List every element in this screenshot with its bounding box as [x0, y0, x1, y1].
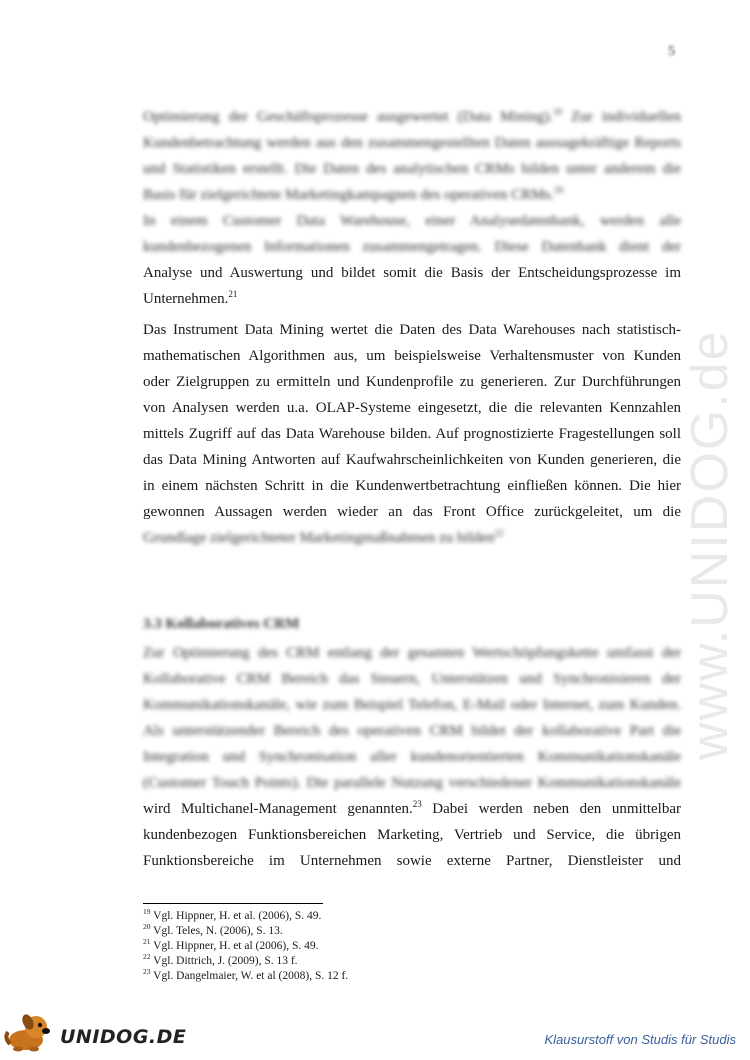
- text-line: mittels Zugriff auf das Data Warehouse bilden. Auf prognostizierte Fragestellungen soll: [143, 426, 681, 442]
- text-line: Als unterstützender Bereich des operativen CRM bildet der kollaborative Part die: [143, 723, 681, 739]
- text-line: in einem nächsten Schritt in die Kundenwertbetrachtung einfließen können. Die hier: [143, 478, 681, 494]
- text-line: Analyse und Auswertung und bildet somit die Basis der Entscheidungsprozesse im: [143, 265, 681, 281]
- footnote: $^{22}$ Vgl. Dittrich, J. (2009), S. 13 f.: [143, 952, 298, 967]
- dog-mascot-icon: [4, 1012, 60, 1052]
- footnote: $^{20}$ Vgl. Teles, N. (2006), S. 13.: [143, 922, 283, 937]
- footnote: $^{23}$ Vgl. Dangelmaier, W. et al (2008), S. 12 f.: [143, 967, 349, 982]
- unidog-logo: [4, 1012, 204, 1052]
- logo-text: UNIDOG.DE: [60, 1026, 187, 1048]
- text-line: Integration und Synchronisation aller kundenorientierten Kommunikationskanäle: [143, 749, 681, 765]
- footnotes: [143, 909, 348, 984]
- text-line: Optimierung der Geschäftsprozesse ausgewertet (Data Mining).$^{19}$ Zur individuellen: [143, 107, 682, 125]
- text-line: Zur Optimierung des CRM entlang der gesamten Wertschöpfungskette umfasst der: [143, 645, 681, 661]
- text-line: kundenbezogenen Informationen zusammengetragen. Diese Datenbank dient der: [143, 239, 681, 255]
- paragraph-2: [143, 317, 681, 551]
- text-line: Kundenbetrachtung werden aus den zusammengestellten Daten aussagekräftige Reports: [143, 135, 681, 151]
- text-line: mathematischen Algorithmen aus, um beispielsweise Verhaltensmuster von Kunden: [143, 348, 681, 364]
- text-line: Kollaborative CRM Bereich das Steuern, Unterstützen und Synchronisieren der: [143, 671, 681, 687]
- paragraph-1: [143, 104, 681, 312]
- text-line: kundenbezogen Funktionsbereichen Marketing, Vertrieb und Service, die übrigen: [143, 827, 681, 843]
- footnote-ref: 21: [228, 289, 238, 299]
- footnote: $^{21}$ Vgl. Hippner, H. et al (2006), S. 49.: [143, 937, 319, 952]
- footnote: $^{19}$ Vgl. Hippner, H. et al. (2006), S. 49.: [143, 907, 322, 922]
- text-line: und Statistiken erstellt. Die Daten des analytischen CRMs bilden unter anderem die: [143, 161, 681, 177]
- text-line: Basis für zielgerichtete Marketingkampagnen des operativen CRMs.$^{20}$: [143, 185, 564, 203]
- text-line: Kommunikationskanäle, wie zum Beispiel Telefon, E-Mail oder Internet, zum Kunden.: [143, 697, 681, 713]
- text-line: gewonnen Aussagen werden wieder an das Front Office zurückgeleitet, um die: [143, 504, 681, 520]
- watermark-text: www.UNIDOG.de: [681, 329, 739, 760]
- text-line: Funktionsbereiche im Unternehmen sowie externe Partner, Dienstleister und: [143, 853, 681, 869]
- page-number: 5: [668, 44, 675, 59]
- text-line: Das Instrument Data Mining wertet die Daten des Data Warehouses nach statistisch-: [143, 322, 681, 338]
- text-line: wird Multichanel-Management genannten.$^{23}$ Dabei werden neben den unmittelbar: [143, 799, 681, 817]
- text-line: Grundlage zielgerichteter Marketingmaßnahmen zu bilden$^{22}$: [143, 528, 504, 546]
- footnote-ref: 23: [412, 799, 422, 809]
- text-line: Unternehmen.$^{21}$: [143, 289, 238, 307]
- tagline: Klausurstoff von Studis für Studis: [544, 1032, 736, 1047]
- text-line: das Data Mining Antworten auf Kaufwahrscheinlichkeiten von Kunden generieren, die: [143, 452, 681, 468]
- text-line: In einem Customer Data Warehouse, einer Analysedatenbank, werden alle: [143, 213, 681, 229]
- text-line: oder Zielgruppen zu ermitteln und Kundenprofile zu generieren. Zur Durchführungen: [143, 374, 681, 390]
- text-line: von Analysen werden u.a. OLAP-Systeme eingesetzt, die die relevanten Kennzahlen: [143, 400, 681, 416]
- paragraph-3: [143, 640, 681, 874]
- footnote-divider: [143, 903, 323, 904]
- text-line: (Customer Touch Points). Die parallele Nutzung verschiedener Kommunikationskanäle: [143, 775, 681, 791]
- section-heading: 3.3 Kollaboratives CRM: [143, 616, 300, 632]
